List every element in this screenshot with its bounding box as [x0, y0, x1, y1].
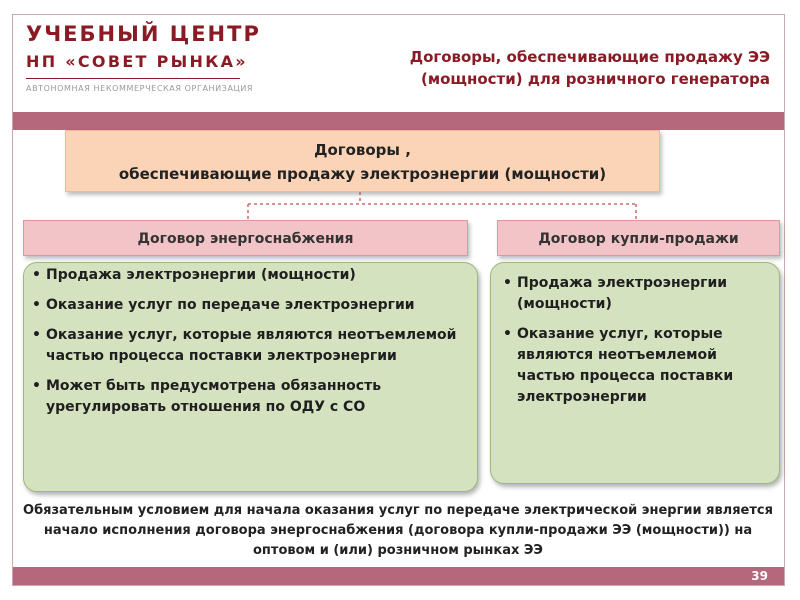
- root-line2: обеспечивающие продажу электроэнергии (мощности): [118, 165, 607, 183]
- bottom-band: [13, 567, 784, 585]
- left-items-box: [23, 262, 478, 492]
- org-tagline: АВТОНОМНАЯ НЕКОММЕРЧЕСКАЯ ОРГАНИЗАЦИЯ: [26, 84, 254, 93]
- list-item: • Оказание услуг, которые являются неотъемлемой частью процесса поставки электроэнергии: [32, 327, 457, 364]
- slide-title: [330, 46, 770, 90]
- slide-title-line2: (мощности) для розничного генератора: [420, 70, 770, 88]
- slide-title-line1: Договоры, обеспечивающие продажу ЭЭ: [409, 48, 770, 66]
- org-title: УЧЕБНЫЙ ЦЕНТР: [26, 22, 261, 46]
- logo-divider: [26, 78, 240, 79]
- list-item: • Оказание услуг, которые являются неотъемлемой частью процесса поставки электроэнергии: [503, 326, 734, 405]
- list-item: • Продажа электроэнергии (мощности): [32, 267, 356, 283]
- root-contract-box: [65, 130, 660, 192]
- right-items-box: [490, 262, 780, 484]
- right-contract-header: Договор купли-продажи: [497, 220, 780, 256]
- footnote: Обязательным условием для начала оказания услуг по передаче электрической энергии является начало исполнения договора энергоснабжения (договора купли-продажи ЭЭ (мощности)) на оптовом и (или) розничном рынках ЭЭ: [23, 503, 773, 558]
- top-band: [13, 112, 784, 130]
- slide-number: 39: [751, 569, 768, 583]
- right-items-list: [503, 273, 773, 417]
- root-line1: Договоры ,: [314, 141, 411, 159]
- list-item: • Продажа электроэнергии (мощности): [503, 275, 728, 312]
- org-subtitle: НП «СОВЕТ РЫНКА»: [26, 52, 248, 71]
- list-item: • Может быть предусмотрена обязанность урегулировать отношения по ОДУ с СО: [32, 378, 382, 415]
- list-item: • Оказание услуг по передаче электроэнергии: [32, 297, 415, 313]
- left-contract-header: Договор энергоснабжения: [23, 220, 468, 256]
- left-items-list: [32, 265, 472, 427]
